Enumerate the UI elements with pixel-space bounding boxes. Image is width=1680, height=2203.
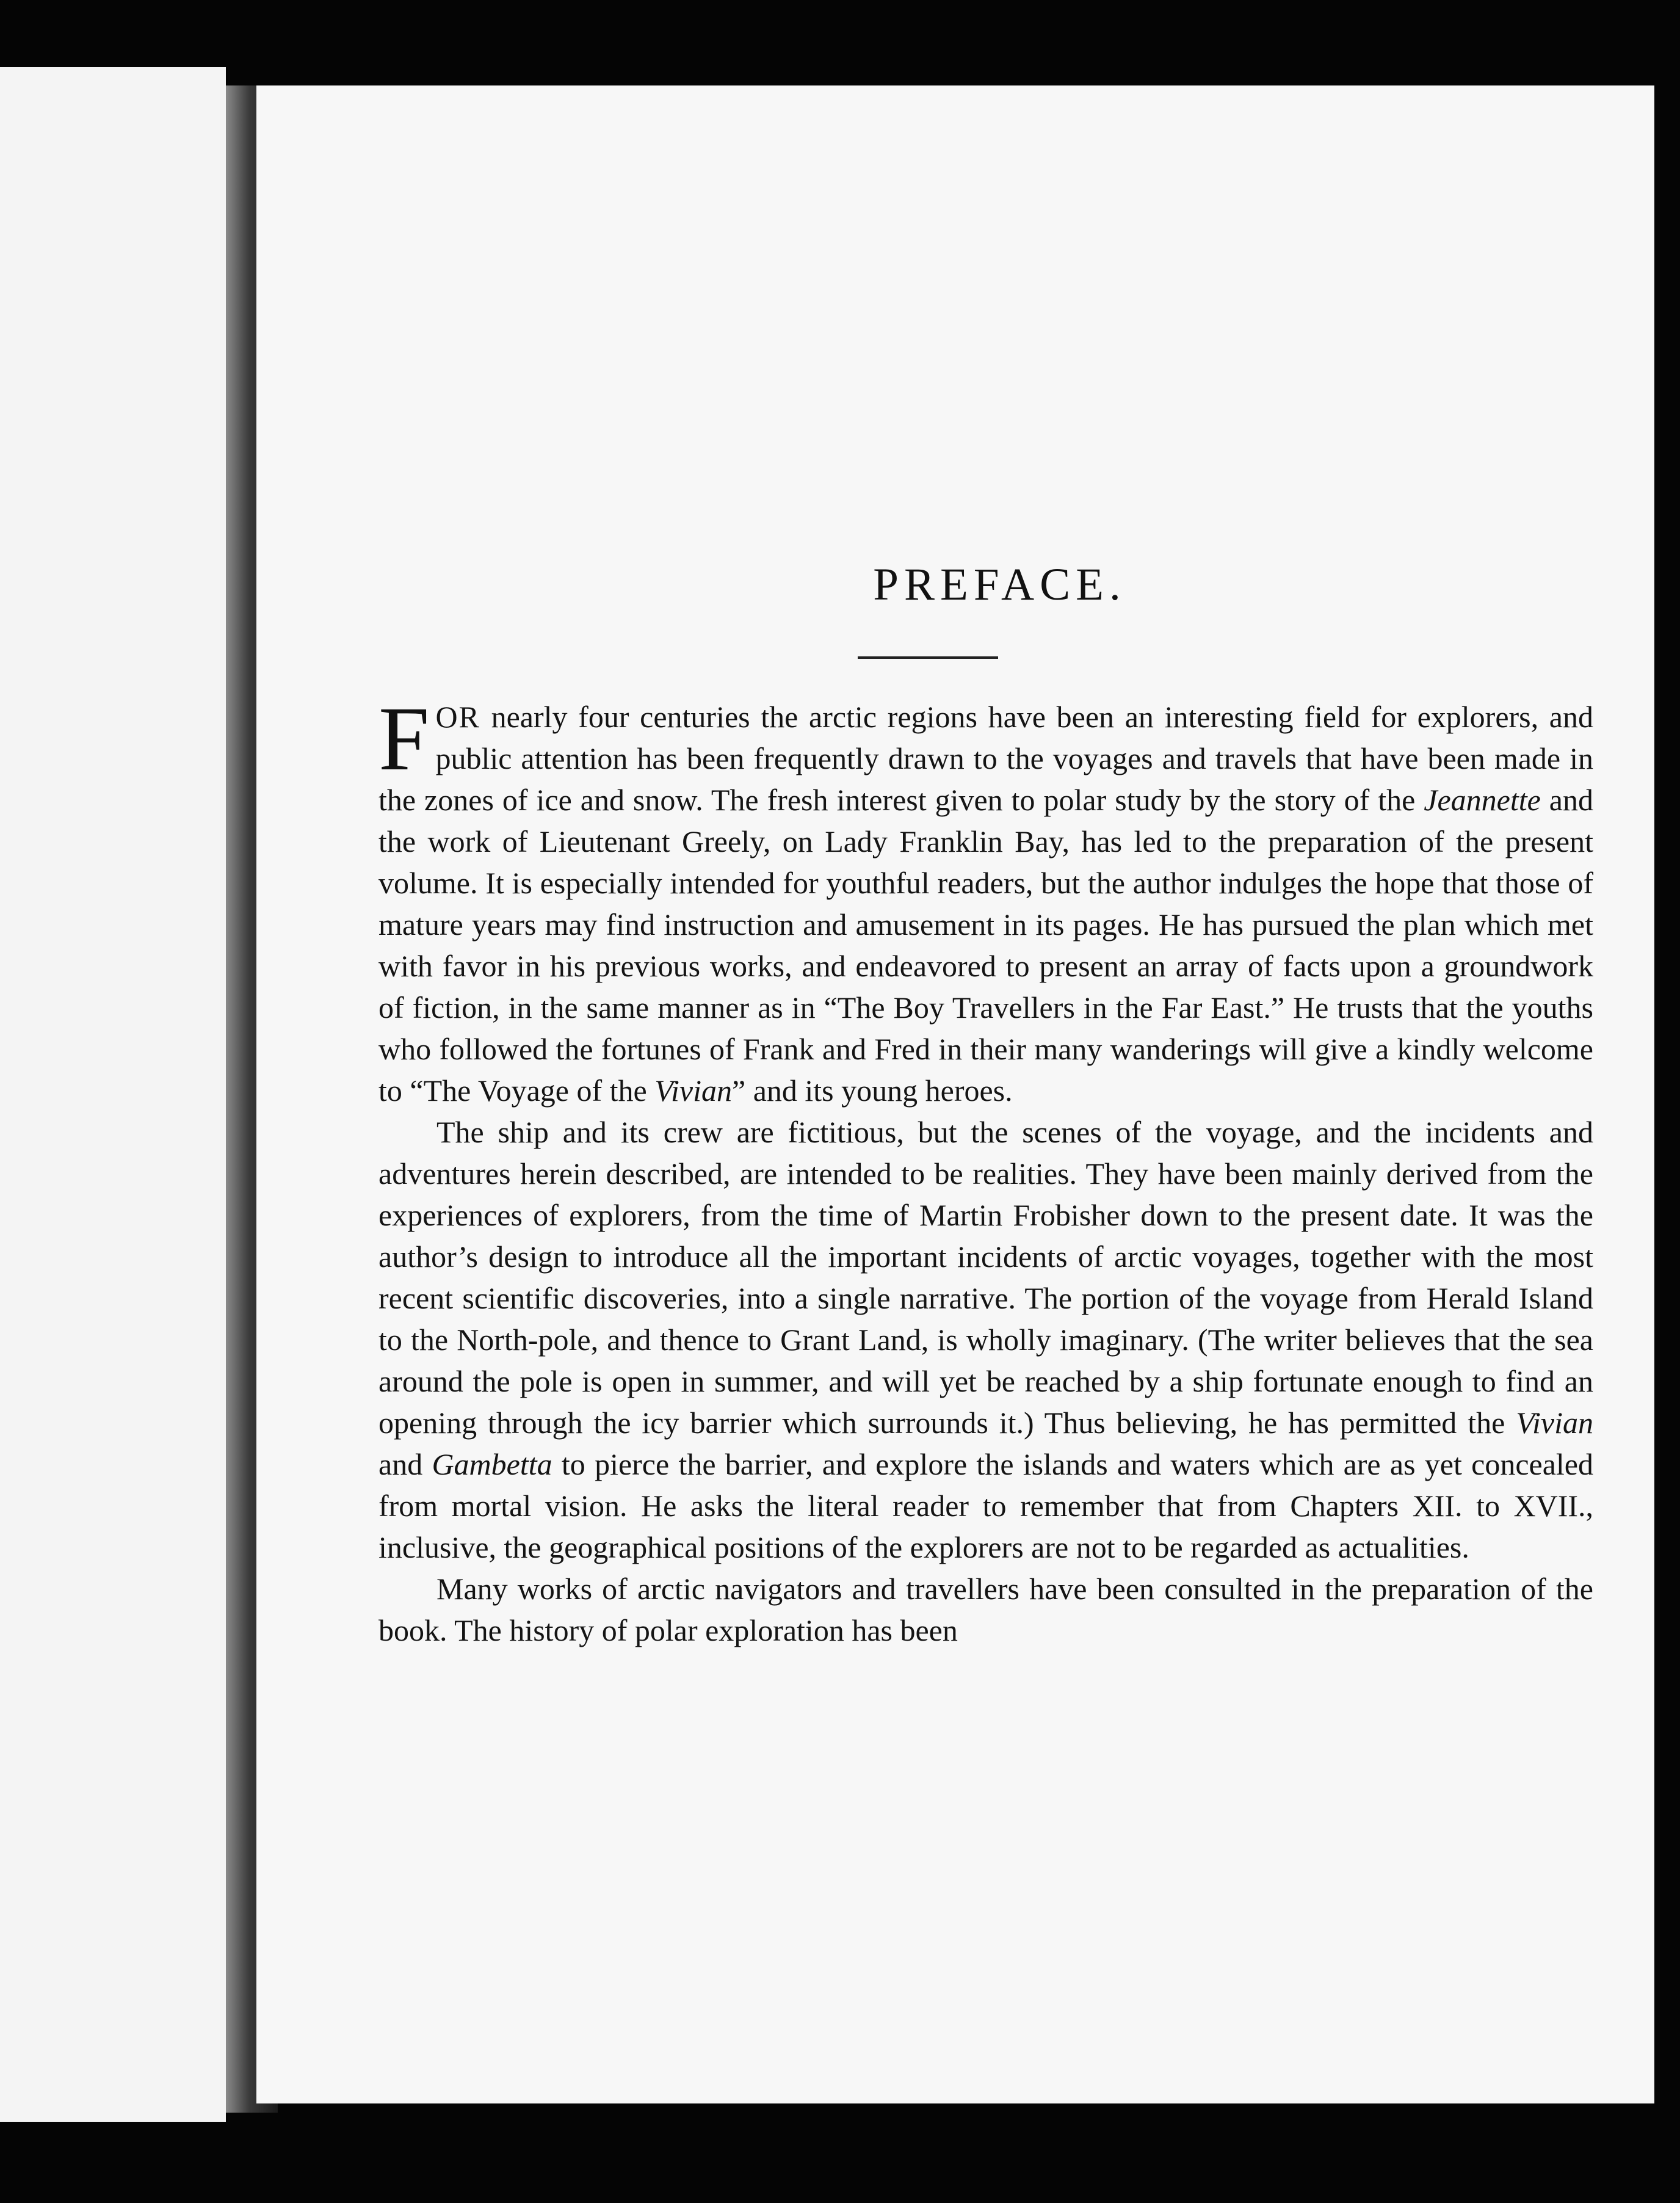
paragraph-1 — [378, 688, 1593, 1111]
paragraph-3: Many works of arctic navigators and travellers have been consulted in the preparation of the book. The history of polar exploration has been — [378, 1572, 1593, 1647]
drop-cap: F — [378, 688, 430, 789]
paragraph-1-lead: OR — [435, 700, 480, 734]
paragraph-2 — [378, 1111, 1593, 1568]
page-title: PREFACE. — [873, 559, 1126, 610]
body-text — [378, 688, 1593, 1651]
title-rule — [858, 656, 998, 659]
paragraph-2-text-c: to pierce the barrier, and explore the islands and waters which are as yet concealed from mortal vision. He asks the literal reader to remember that from Chapters XII. to XVII., inclusive, the geographical positions of the explorers are not to be regarded as actualities. — [378, 1447, 1593, 1564]
paragraph-1-text-c: ” and its young heroes. — [732, 1073, 1013, 1108]
paragraph-1-text-a: nearly four centuries the arctic regions have been an interesting field for explorers, and public attention has been frequently drawn to the voyages and travels that have been made in the zones of ice and snow. The fresh interest given to polar study by the story of the — [378, 700, 1593, 817]
paragraph-1-text-b: and the work of Lieutenant Greely, on Lady Franklin Bay, has led to the preparation of the present volume. It is especially intended for youthful readers, but the author indulges the hope that those of mature years may find instruction and amusement in its pages. He has pursued the plan which met with favor in his previous works, and endeavored to present an array of facts upon a groundwork of fiction, in the same manner as in “The Boy Travellers in the Far East.” He trusts that the youths who followed the fortunes of Frank and Fred in their many wanderings will give a kindly welcome to “The Voyage of the — [378, 783, 1593, 1108]
ship-name-vivian-2: Vivian — [1516, 1406, 1593, 1440]
paragraph-2-text-a: The ship and its crew are fictitious, but the scenes of the voyage, and the incidents and adventures herein described, are intended to be realities. They have been mainly derived from the experiences of explorers, from the time of Martin Frobisher down to the present date. It was the author’s design to introduce all the important incidents of arctic voyages, together with the most recent scientific discoveries, into a single narrative. The portion of the voyage from Herald Island to the North-pole, and thence to Grant Land, is wholly imaginary. (The writer believes that the sea around the pole is open in summer, and will yet be reached by a ship fortunate enough to find an opening through the icy barrier which surrounds it.) Thus believing, he has permitted the — [378, 1115, 1593, 1440]
ship-name-gambetta: Gambetta — [432, 1447, 552, 1481]
left-page-edge — [0, 67, 226, 2122]
paragraph-2-text-b: and — [378, 1447, 432, 1481]
book-page — [256, 85, 1654, 2103]
ship-name-jeannette: Jeannette — [1424, 783, 1541, 817]
ship-name-vivian: Vivian — [654, 1073, 733, 1108]
